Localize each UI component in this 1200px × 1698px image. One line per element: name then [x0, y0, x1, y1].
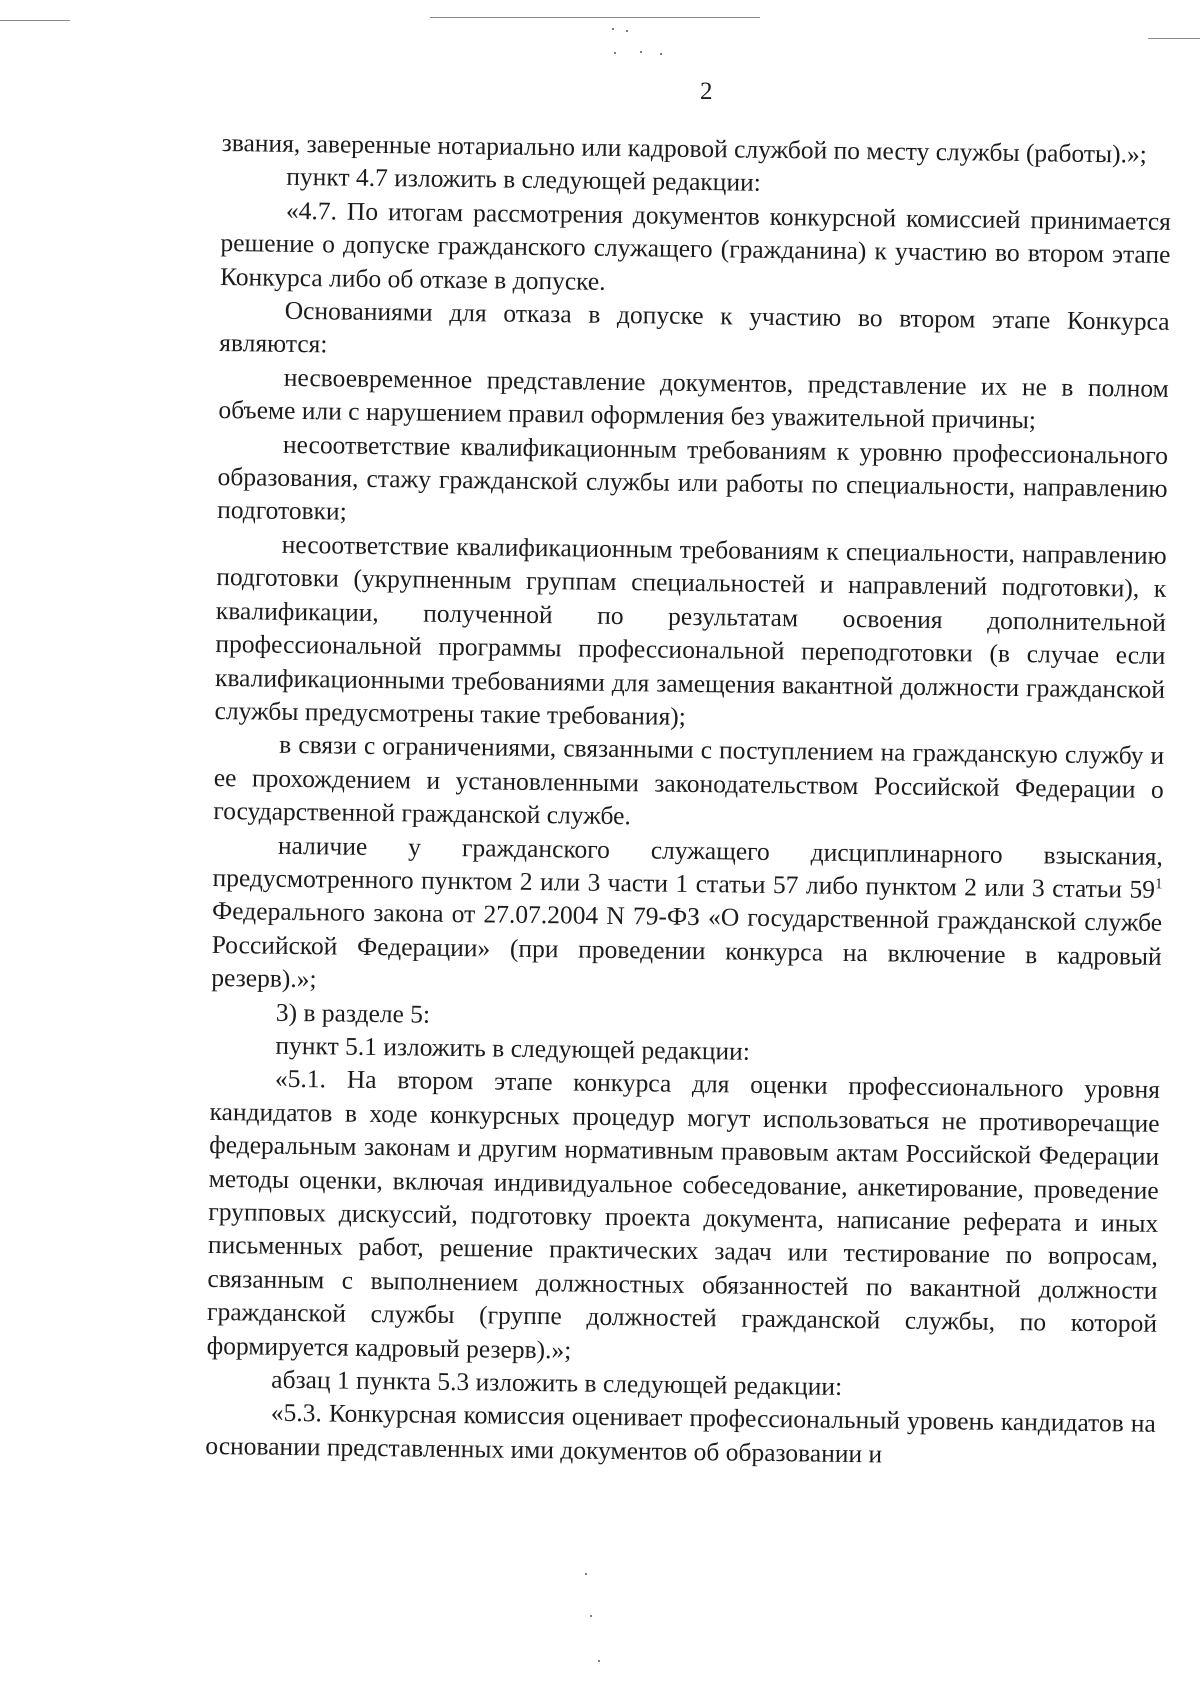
paragraph-text: Федерального закона от 27.07.2004 N 79-ФЗ «О государственной гражданской службе Российской Федерации» (при проведении конкурса на включение в кадровый резерв).»; — [211, 896, 1163, 994]
superscript: 1 — [1154, 876, 1163, 893]
paragraph: звания, заверенные нотариально или кадровой службой по месту службы (работы).»; — [221, 127, 1148, 169]
scan-speck — [590, 1615, 592, 1617]
paragraph: абзац 1 пункта 5.3 изложить в следующей редакции: — [271, 1364, 843, 1401]
paragraph: Основаниями для отказа в допуске к участию во втором этапе Конкурса являются: — [219, 295, 1170, 359]
paragraph: пункт 4.7 изложить в следующей редакции: — [286, 162, 761, 198]
paragraph: в связи с ограничениями, связанными с поступлением на гражданскую службу и ее прохождением и установленными законодательством Российской Федерации о государственной гражданской службе. — [213, 730, 1165, 831]
paragraph: «4.7. По итогам рассмотрения документов конкурсной комиссией принимается решение о допуске гражданского служащего (гражданина) к участию во втором этапе Конкурса либо об отказе в допуске. — [219, 195, 1172, 296]
paragraph-text: наличие у гражданского служащего дисциплинарного взыскания, предусмотренного пунктом 2 или 3 части 1 статьи 57 либо пунктом 2 или 3 статьи 59 — [212, 830, 1164, 904]
paragraph: несоответствие квалификационным требованиям к специальности, направлению подготовки (укрупненным группам специальностей и направлений подготовки), к квалификации, полученной по результатам освоения дополнительной профессиональной программы профессиональной переподготовки (в случае если квалификационными требованиями для замещения вакантной должности гражданской службы предусмотрены такие требования); — [214, 529, 1167, 731]
scan-speck — [598, 1660, 600, 1662]
paragraph: несоответствие квалификационным требованиям к уровню профессионального образования, стажу гражданской службы или работы по специальности, направлению подготовки; — [216, 429, 1169, 527]
paragraph — [211, 827, 1163, 1006]
paragraph: «5.1. На втором этапе конкурса для оценки профессионального уровня кандидатов в ходе конкурсных процедур могут использоваться не противоречащие федеральным законам и другим нормативным правовым актам Российской Федерации методы оценки, включая индивидуальное собеседование, анкетирование, проведение групповых дискуссий, подготовку проекта документа, написание реферата и иных письменных работ, решение практических задач или тестирование по вопросам, связанным с выполнением должностных обязанностей по вакантной должности гражданской службы (группе должностей гражданской службы, по которой формируется кадровый резерв).»; — [206, 1064, 1161, 1365]
scan-speck — [626, 30, 628, 32]
scan-edge-line — [1148, 38, 1200, 39]
paragraph: «5.3. Конкурсная комиссия оценивает профессиональный уровень кандидатов на основании представленных ими документов об образовании и — [205, 1398, 1156, 1469]
paragraph: 3) в разделе 5: — [275, 997, 431, 1029]
scan-speck — [585, 1573, 587, 1575]
scan-edge-line — [0, 20, 70, 21]
scan-speck — [612, 28, 614, 30]
scan-speck — [640, 51, 642, 53]
paragraph: пункт 5.1 изложить в следующей редакции: — [275, 1030, 751, 1066]
scan-speck — [660, 53, 662, 55]
paragraph: несвоевременное представление документов, представление их не в полном объеме или с нарушением правил оформления без уважительной причины; — [218, 362, 1169, 435]
page-number: 2 — [700, 78, 713, 105]
scan-speck — [614, 52, 616, 54]
document-body — [205, 126, 1172, 1474]
scan-edge-line — [430, 17, 760, 18]
